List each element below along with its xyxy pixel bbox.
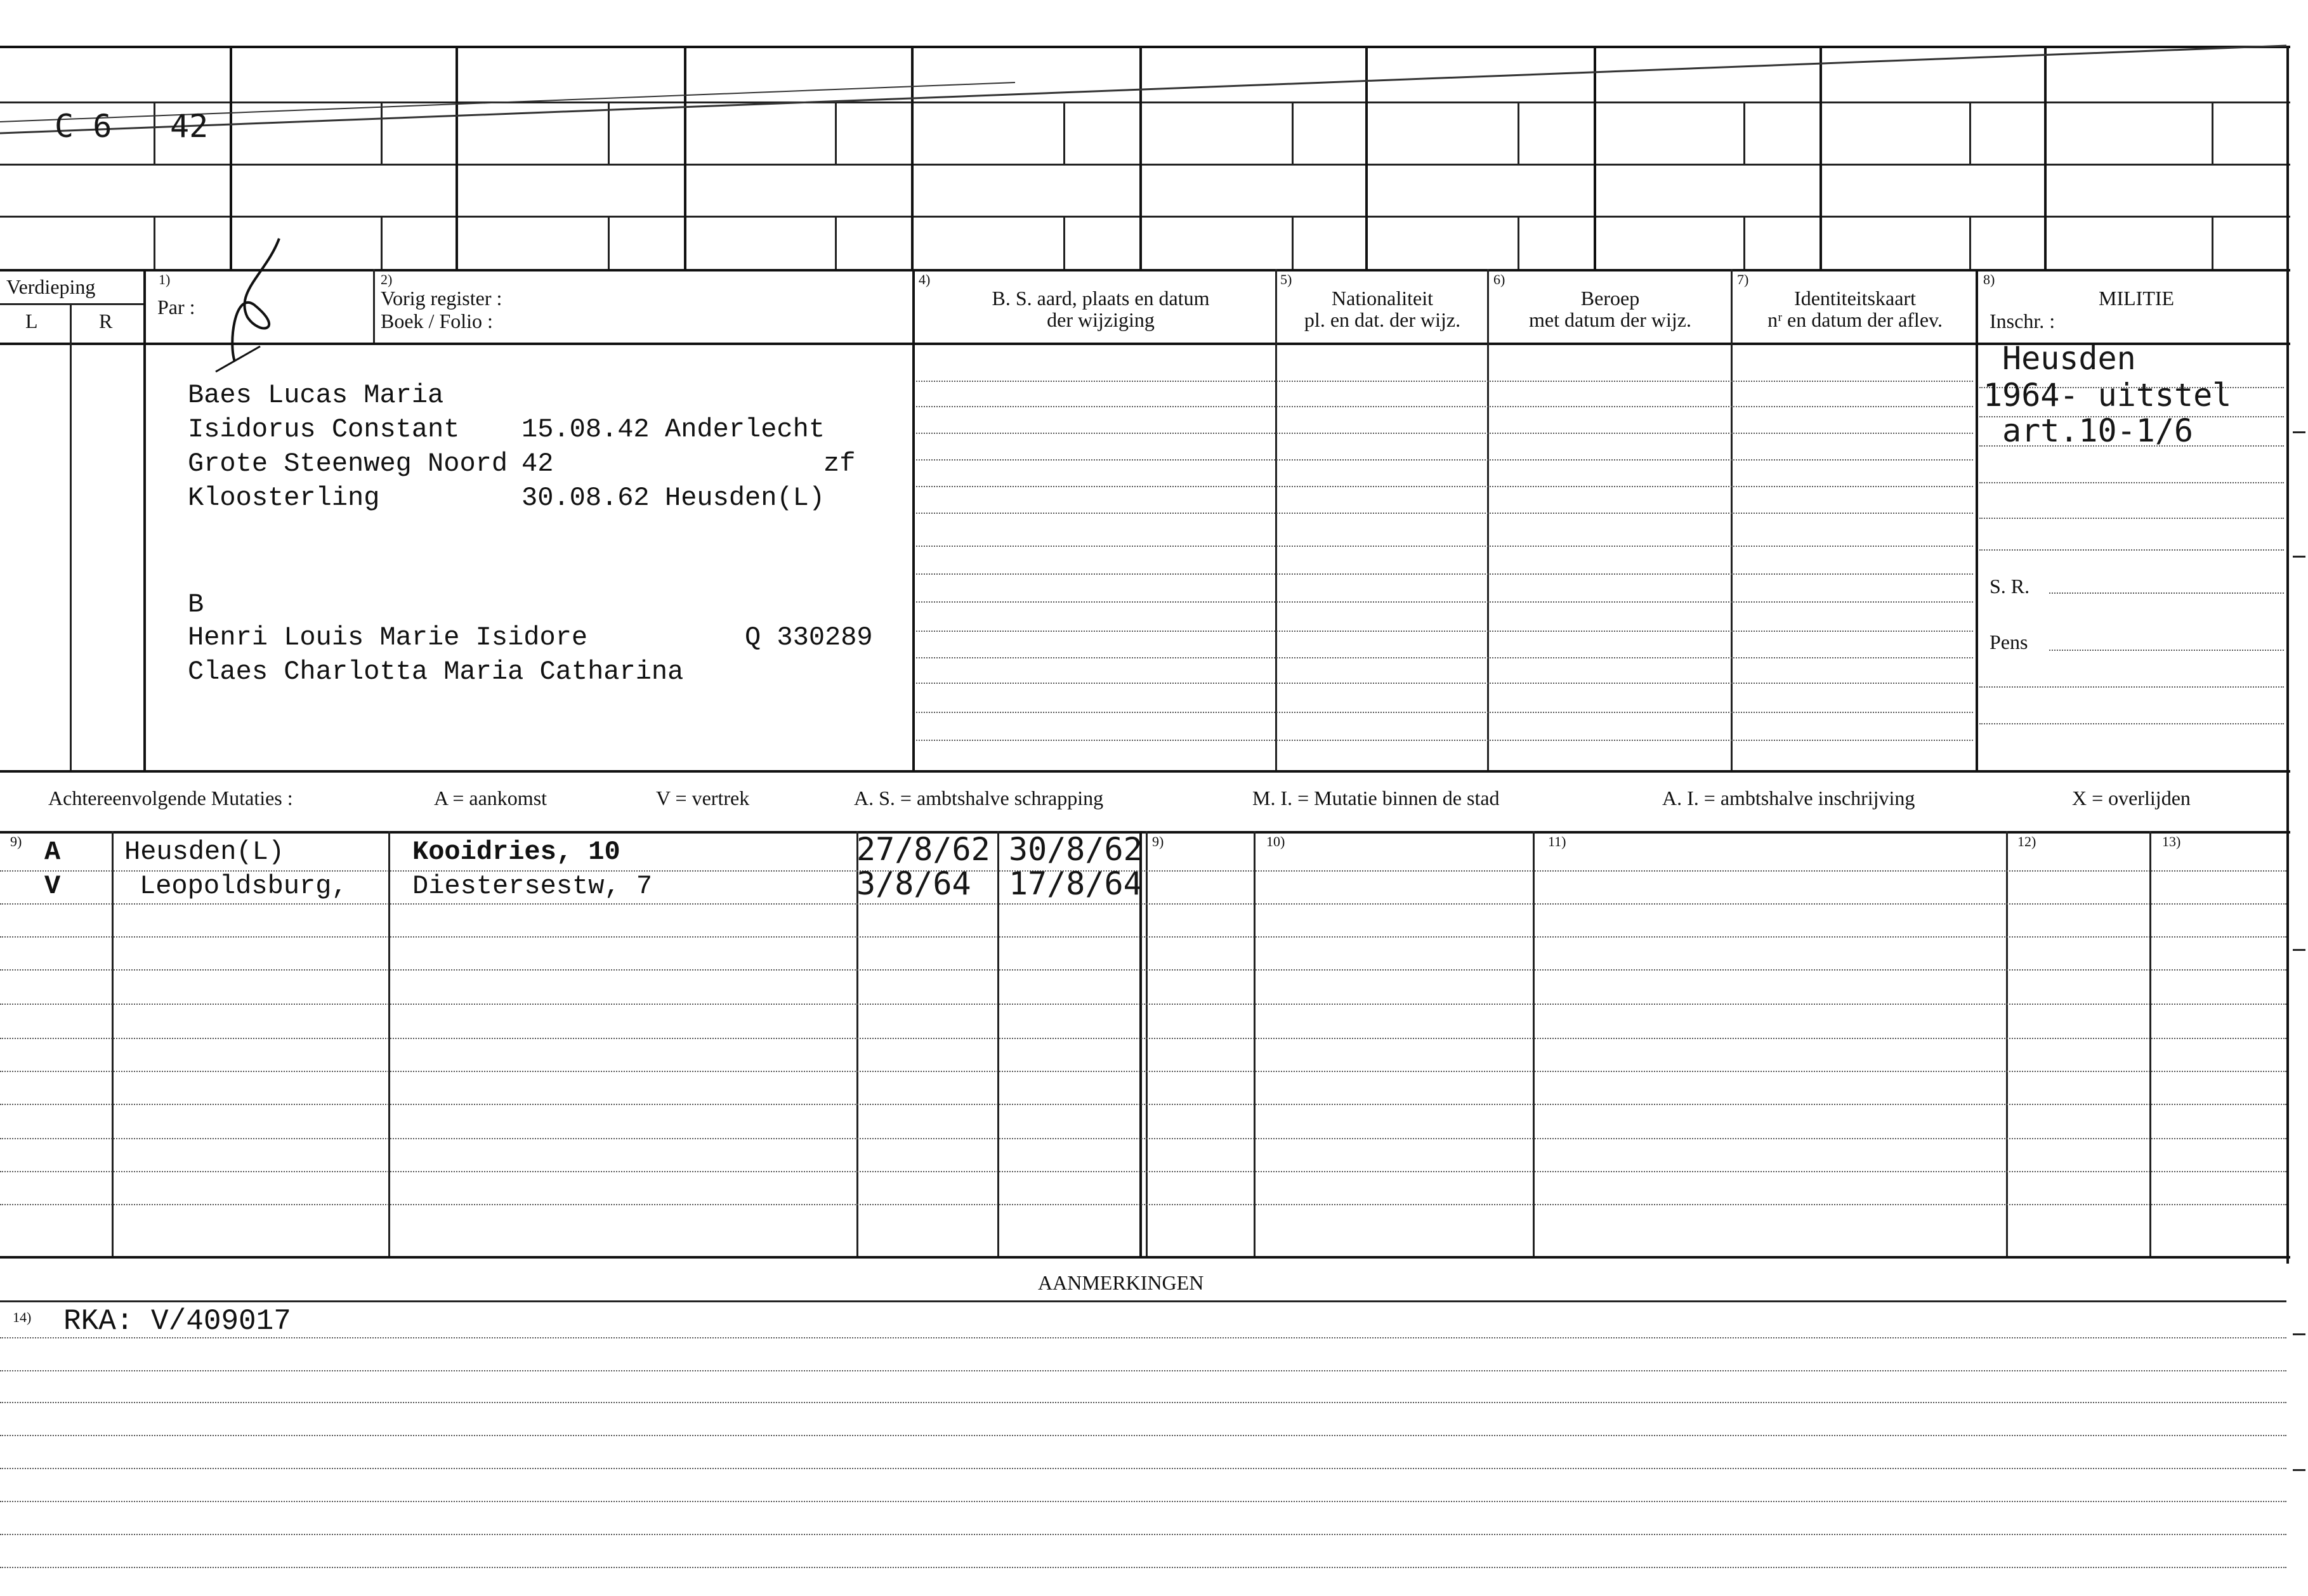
father-name: Henri Louis Marie Isidore bbox=[188, 622, 588, 653]
profession-header-line1: Beroep bbox=[1580, 287, 1640, 310]
idcard-header-line1: Identiteitskaart bbox=[1794, 287, 1916, 310]
ref-code: C 6 bbox=[55, 108, 112, 145]
mutation-address: Kooidries, 10 bbox=[412, 837, 620, 867]
mutation-type: V bbox=[44, 871, 61, 901]
par-label: Par : bbox=[157, 296, 195, 318]
mutation-col-12-number: 12) bbox=[2017, 834, 2036, 849]
pens-label: Pens bbox=[1990, 631, 2028, 653]
parents-label: B bbox=[188, 589, 204, 620]
legend-x: X = overlijden bbox=[2072, 787, 2191, 809]
mutation-date2: 17/8/64 bbox=[1009, 865, 1143, 902]
remarks-number: 14) bbox=[13, 1309, 32, 1325]
field-4-number: 4) bbox=[919, 271, 931, 287]
mutation-date2: 30/8/62 bbox=[1009, 831, 1143, 868]
person-name-line1: Baes Lucas Maria bbox=[188, 380, 444, 410]
field-2-number: 2) bbox=[381, 271, 393, 287]
registration-place: Heusden(L) bbox=[665, 483, 825, 513]
mutation-col-10-number: 10) bbox=[1266, 834, 1285, 849]
field-6-number: 6) bbox=[1493, 271, 1505, 287]
legend-v: V = vertrek bbox=[656, 787, 750, 809]
occupation: Kloosterling bbox=[188, 483, 380, 513]
mutation-address: Diestersestw, 7 bbox=[412, 871, 653, 901]
legend-as: A. S. = ambtshalve schrapping bbox=[854, 787, 1104, 809]
remarks-text: RKA: V/409017 bbox=[63, 1305, 291, 1338]
mutation-type: A bbox=[44, 837, 61, 867]
birth-place: Anderlecht bbox=[665, 414, 825, 445]
person-name-line2: Isidorus Constant bbox=[188, 414, 460, 445]
address-number: 42 bbox=[521, 448, 554, 479]
mutation-col-9b-number: 9) bbox=[1152, 834, 1164, 849]
militie-line2: 1964- uitstel bbox=[1983, 377, 2232, 414]
col-l-label: L bbox=[25, 310, 38, 332]
registration-date: 30.08.62 bbox=[521, 483, 650, 513]
birth-date: 15.08.42 bbox=[521, 414, 650, 445]
militie-line3: art.10-1/6 bbox=[2002, 412, 2194, 449]
field-8-number: 8) bbox=[1983, 271, 1995, 287]
mutation-place: Leopoldsburg, bbox=[140, 871, 348, 901]
sr-label: S. R. bbox=[1990, 575, 2030, 598]
verdieping-label: Verdieping bbox=[6, 275, 96, 298]
father-reference: Q 330289 bbox=[745, 622, 873, 653]
legend-a: A = aankomst bbox=[434, 787, 547, 809]
bs-header-line2: der wijziging bbox=[1047, 308, 1155, 331]
legend-ai: A. I. = ambtshalve inschrijving bbox=[1662, 787, 1915, 809]
mutation-place: Heusden(L) bbox=[124, 837, 285, 867]
mutation-col-9-number: 9) bbox=[10, 834, 22, 849]
field-1-number: 1) bbox=[159, 271, 171, 287]
vorig-register-label: Vorig register : bbox=[381, 287, 502, 310]
mutation-col-13-number: 13) bbox=[2162, 834, 2181, 849]
signature-mark bbox=[209, 235, 311, 381]
mutation-date1: 27/8/62 bbox=[856, 831, 990, 868]
nationality-header-line1: Nationaliteit bbox=[1332, 287, 1433, 310]
field-7-number: 7) bbox=[1737, 271, 1749, 287]
militie-label: MILITIE bbox=[2099, 287, 2175, 310]
mother-name: Claes Charlotta Maria Catharina bbox=[188, 657, 684, 687]
legend-intro: Achtereenvolgende Mutaties : bbox=[48, 787, 293, 809]
address-street: Grote Steenweg Noord bbox=[188, 448, 508, 479]
strike-line bbox=[0, 38, 2308, 152]
col-r-label: R bbox=[99, 310, 113, 332]
idcard-header-line2: nʳ en datum der aflev. bbox=[1767, 308, 1943, 331]
remarks-title: AANMERKINGEN bbox=[1038, 1271, 1204, 1294]
militie-line1: Heusden bbox=[2002, 340, 2136, 377]
nationality-header-line2: pl. en dat. der wijz. bbox=[1304, 308, 1461, 331]
ref-number: 42 bbox=[170, 108, 209, 145]
bs-header-line1: B. S. aard, plaats en datum bbox=[992, 287, 1210, 310]
field-5-number: 5) bbox=[1280, 271, 1292, 287]
address-mark: zf bbox=[823, 448, 856, 479]
boek-folio-label: Boek / Folio : bbox=[381, 310, 493, 332]
profession-header-line2: met datum der wijz. bbox=[1529, 308, 1691, 331]
legend-mi: M. I. = Mutatie binnen de stad bbox=[1252, 787, 1500, 809]
mutation-col-11-number: 11) bbox=[1548, 834, 1566, 849]
mutation-date1: 3/8/64 bbox=[856, 865, 971, 902]
inschr-label: Inschr. : bbox=[1990, 310, 2056, 332]
